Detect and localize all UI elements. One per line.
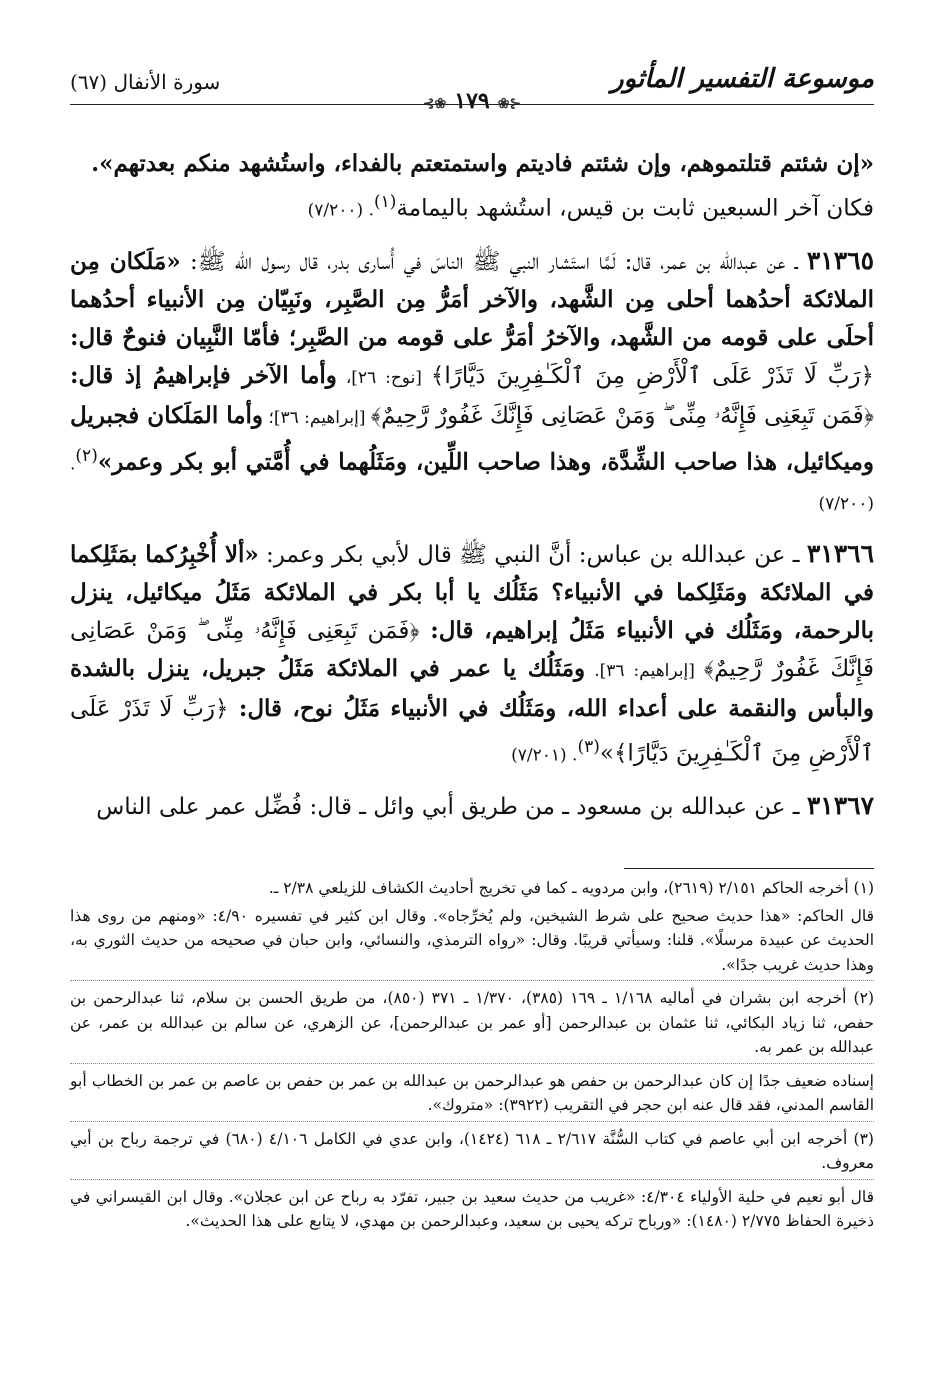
page-number: ١٧٩ bbox=[454, 88, 490, 114]
footnote-marker[interactable]: (٣) bbox=[577, 737, 600, 758]
quran-verse: ﴿فَمَن تَبِعَنِى فَإِنَّهُۥ مِنِّى ۖ وَمَنْ عَصَانِى فَإِنَّكَ غَفُورٌ رَّحِيمٌ﴾ bbox=[370, 402, 874, 429]
footnote-1-comment: قال الحاكم: «هذا حديث صحيح على شرط الشيخين، ولم يُخرِّجاه». وقال ابن كثير في تفسيره ٤/٩٠: «ومنهم من روى هذا الحديث عن عبيدة مرسلًا». قلنا: وسيأتي قريبًا. وقال: «رواه الترمذي، والنسائي، وابن حبان في صحيحه من حديث الثوري به، وهذا حديث غريب جدًا». bbox=[70, 906, 874, 974]
main-text bbox=[70, 145, 874, 838]
hadith-entry bbox=[70, 787, 874, 826]
hadith-text: وأما المَلَكان فجبريل وميكائيل، هذا صاحب الشِّدَّة، وهذا صاحب اللِّين، ومَثَلُهما في أُمَّتي أبو بكر وعمر» bbox=[70, 401, 874, 476]
hadith-text: وأما الآخر فإبراهيمُ إذ قال: bbox=[70, 361, 337, 389]
page-header bbox=[70, 62, 874, 114]
hadith-entry bbox=[70, 242, 874, 524]
footnote-divider bbox=[70, 980, 874, 981]
paragraph-continuation bbox=[70, 145, 874, 230]
footnotes bbox=[70, 876, 874, 1237]
hadith-entry bbox=[70, 535, 874, 775]
footnote-1: (١) أخرجه الحاكم ٢/١٥١ (٢٦١٩)، وابن مردويه ـ كما في تخريج أحاديث الكشاف للزيلعي ٢/٣٨ ـ. bbox=[268, 879, 874, 897]
hadith-text: «ألا أُخْبِرُكما بمَثَلِكما في الملائكة ومَثَلِكما في الأنبياء؟ مَثَلُك يا أبا بكر في الملائكة مَثَلُ ميكائيل، ينزل بالرحمة، ومَثَلُك في الأنبياء مَثَلُ إبراهيم، قال: bbox=[70, 541, 874, 645]
entry-number: ٣١٣٦٦ bbox=[806, 539, 875, 569]
footnote-divider bbox=[70, 1121, 874, 1122]
footnote-marker[interactable]: (١) bbox=[374, 192, 397, 212]
footnote-rule bbox=[624, 868, 874, 869]
narration-text: ـ عن عبدالله بن عباس: أنَّ النبي ﷺ قال لأبي بكر وعمر: bbox=[258, 542, 807, 569]
hadith-text: «مَلَكان مِن الملائكة أحدُهما أحلى مِن الشَّهد، والآخر أمَرُّ مِن الصَّبِر، ونَبِيّان مِن الأنبياء أحدُهما أحلَى على قومه من الشَّهد، والآخرُ أمَرُّ على قومه من الصَّبِر؛ فأمّا النَّبِيان فنوحٌ قال: bbox=[70, 247, 874, 351]
volume-reference: . (٧/٢٠٠) bbox=[70, 454, 874, 515]
verse-reference: [إبراهيم: ٣٦]؛ bbox=[263, 407, 371, 428]
page-number-block bbox=[415, 88, 529, 114]
footnote-3: (٣) أخرجه ابن أبي عاصم في كتاب السُّنَّة ٢/٦١٧ ـ ٦١٨ (١٤٢٤)، وابن عدي في الكامل ٤/١٠٦ (٦٨٠) في ترجمة رباح بن أبي معروف. bbox=[70, 1129, 874, 1172]
quran-verse: ﴿رَبِّ لَا تَذَرْ عَلَى ٱلْأَرْضِ مِنَ ٱلْكَـٰفِرِينَ دَيَّارًا﴾ bbox=[430, 362, 874, 389]
narration-text: فكان آخر السبعين ثابت بن قيس، استُشهد باليمامة bbox=[396, 195, 874, 222]
quran-verse: ﴿رَبِّ لَا تَذَرْ عَلَى ٱلْأَرْضِ مِنَ ٱلْكَـٰفِرِينَ دَيَّارًا﴾» bbox=[70, 696, 874, 767]
entry-number: ٣١٣٦٧ bbox=[806, 790, 874, 820]
verse-reference: [إبراهيم: ٣٦]. bbox=[585, 661, 704, 682]
narration-text: ـ عن عبدالله بن عمر، قال: لَمَّا استَشار النبي ﷺ الناسَ في أُسارى بدر، قال رسول الله ﷺ: bbox=[180, 248, 807, 275]
footnote-divider bbox=[70, 1063, 874, 1064]
header-rule bbox=[70, 104, 874, 105]
verse-reference: [نوح: ٢٦]، bbox=[336, 367, 431, 388]
surah-title: سورة الأنفال (٦٧) bbox=[70, 70, 221, 94]
ornament-icon: ⊰❀ bbox=[497, 96, 522, 112]
volume-reference: . (٧/٢٠٠) bbox=[307, 200, 374, 221]
hadith-text: ومَثَلُك يا عمر في الملائكة مَثَلُ جبريل، ينزل بالشدة والبأس والنقمة على أعداء الله، ومَثَلُك في الأنبياء مَثَلُ نوح، قال: bbox=[70, 655, 874, 723]
footnote-2-comment: إسناده ضعيف جدًا إن كان عبدالرحمن بن حفص هو عبدالرحمن بن عبدالله بن عمر بن حفص بن عاصم بن عمر بن الخطاب أبو القاسم المدني، فقد قال عنه ابن حجر في التقريب (٣٩٢٢): «متروك». bbox=[70, 1071, 874, 1114]
book-title: موسوعة التفسير المأثور bbox=[611, 64, 874, 94]
quran-verse: ﴿فَمَن تَبِعَنِى فَإِنَّهُۥ مِنِّى ۖ وَمَنْ عَصَانِى فَإِنَّكَ غَفُورٌ رَّحِيمٌ﴾ bbox=[70, 618, 875, 683]
volume-reference: . (٧/٢٠١) bbox=[511, 745, 578, 766]
footnote-divider bbox=[70, 1179, 874, 1180]
entry-number: ٣١٣٦٥ bbox=[806, 245, 874, 275]
narration-text: ـ عن عبدالله بن مسعود ـ من طريق أبي وائل ـ قال: فُضِّل عمر على الناس bbox=[96, 793, 807, 820]
footnote-2: (٢) أخرجه ابن بشران في أماليه ١/١٦٨ ـ ١٦٩ (٣٨٥)، ١/٣٧٠ ـ ٣٧١ (٨٥٠)، من طريق الحسن بن سلام، ثنا عبدالرحمن بن حفص، ثنا زياد البكائي، ثنا عثمان بن عبدالرحمن [أو عمر بن عبدالرحمن]، عن الزهري، عن سالم بن عبدالله بن عمر، عن عبدالله بن عمر به. bbox=[70, 989, 874, 1056]
footnote-3-comment: قال أبو نعيم في حلية الأولياء ٤/٣٠٤: «غريب من حديث سعيد بن جبير، تفرّد به رباح عن ابن عجلان». وقال ابن القيسراني في ذخيرة الحفاظ ٢/٧٧٥ (١٤٨٠): «ورباح تركه يحيى بن سعيد، وعبدالرحمن بن مهدي، لا يتابع على هذا الحديث». bbox=[70, 1187, 874, 1230]
ornament-icon: ❀⊱ bbox=[422, 96, 447, 112]
hadith-text: «إن شئتم قتلتموهم، وإن شئتم فاديتم واستمتعتم بالفداء، واستُشهد منكم بعدتهم». bbox=[91, 150, 874, 177]
footnote-marker[interactable]: (٢) bbox=[75, 445, 98, 466]
